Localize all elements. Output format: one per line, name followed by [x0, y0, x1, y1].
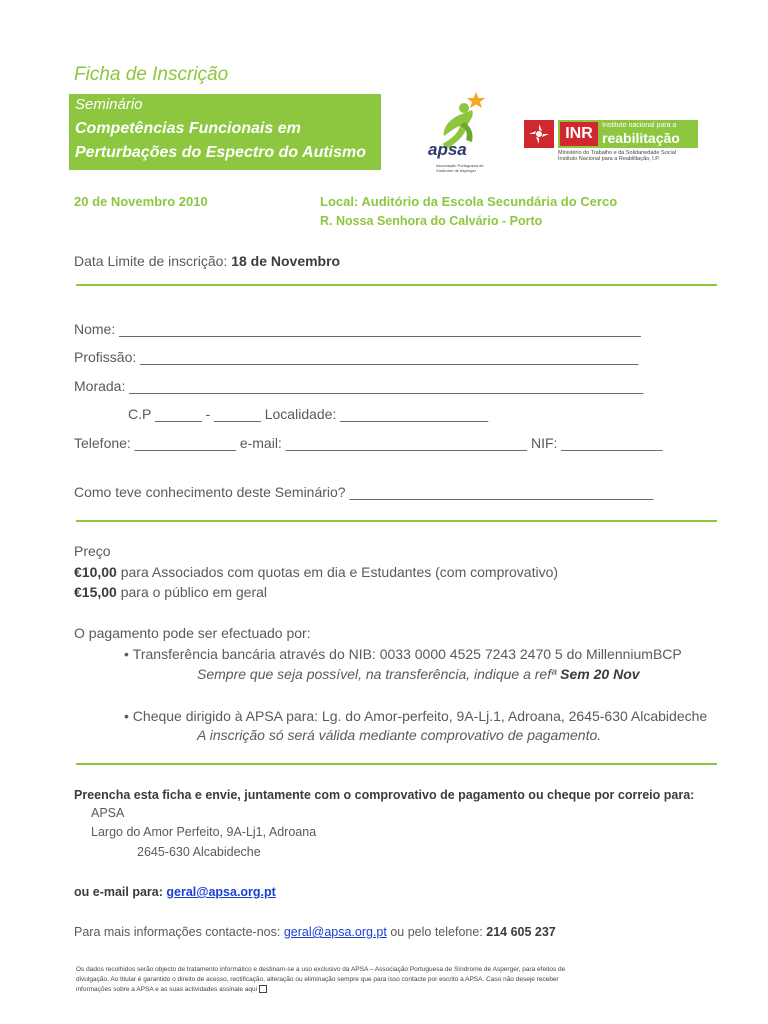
apsa-logo	[420, 88, 502, 180]
apsa-logo-subtitle: Associação Portuguesa de Síndrome de Asperger	[436, 163, 484, 173]
transfer-note-text: Sempre que seja possível, na transferência, indique a refª	[197, 666, 561, 682]
footer-line-1: Os dados recolhidos serão objecto de tratamento informático e destinam-se a uso exclusivo da APSA – Associação Portuguesa de Síndrome de Asperger, para efeitos de	[76, 966, 566, 973]
payment-heading: O pagamento pode ser efectuado por:	[74, 625, 311, 641]
inr-ministry: Ministério do Trabalho e da Solidariedade Social	[558, 150, 677, 156]
send-instruction: Preencha esta ficha e envie, juntamente com o comprovativo de pagamento ou cheque por correio para:	[74, 788, 695, 802]
bullet-icon: •	[124, 646, 133, 662]
event-location: Local: Auditório da Escola Secundária do Cerco	[320, 194, 618, 209]
footer-line-3	[76, 985, 267, 995]
optout-checkbox[interactable]	[259, 985, 267, 993]
inr-name: reabilitação	[602, 130, 680, 146]
price-amount-public: €15,00	[74, 584, 117, 600]
payment-bullet-cheque	[124, 708, 707, 724]
send-address-street: Largo do Amor Perfeito, 9A-Lj1, Adroana	[91, 825, 317, 839]
banner-line-2: Competências Funcionais em	[75, 120, 301, 137]
morada-field[interactable]: Morada: __________________________________________________________________	[74, 378, 644, 394]
banner-line-3: Perturbações do Espectro do Autismo	[75, 144, 367, 161]
contact-info	[74, 925, 556, 939]
divider	[76, 284, 717, 286]
contact-label: Para mais informações contacte-nos:	[74, 925, 284, 939]
banner-line-1: Seminário	[75, 96, 143, 113]
price-line-public	[74, 584, 267, 600]
price-heading: Preço	[74, 543, 111, 559]
inr-institute: Instituto Nacional para a Reabilitação, I.P.	[558, 156, 660, 162]
deadline-label: Data Limite de inscrição:	[74, 253, 232, 269]
nome-field[interactable]: Nome: ___________________________________________________________________	[74, 321, 641, 337]
send-email-link[interactable]: geral@apsa.org.pt	[166, 885, 276, 899]
page-title: Ficha de Inscrição	[74, 64, 229, 85]
transfer-note	[197, 666, 640, 682]
cp-localidade-field[interactable]: C.P ______ - ______ Localidade: ___________________	[128, 406, 489, 422]
conhecimento-field[interactable]: Como teve conhecimento deste Seminário? _______________________________________	[74, 484, 654, 500]
footer-line-2: divulgação. Ao titular é garantido o direito de acesso, rectificação, alteração ou eliminação sempre que para isso contacte por escrito a APSA. Caso não deseje receber	[76, 976, 559, 983]
event-address: R. Nossa Senhora do Calvário - Porto	[320, 214, 543, 228]
inr-emblem	[524, 120, 554, 148]
transfer-text: Transferência bancária através do NIB: 0033 0000 4525 7243 2470 5 do MillenniumBCP	[132, 646, 682, 662]
divider	[76, 520, 717, 522]
contact-email-link[interactable]: geral@apsa.org.pt	[283, 925, 387, 939]
cheque-note: A inscrição só será válida mediante comprovativo de pagamento.	[197, 727, 602, 743]
inr-badge	[558, 120, 698, 148]
send-address-postal: 2645-630 Alcabideche	[137, 845, 261, 859]
contact-phone: 214 605 237	[486, 925, 556, 939]
cheque-text: Cheque dirigido à APSA para: Lg. do Amor-perfeito, 9A-Lj.1, Adroana, 2645-630 Alcabideche	[132, 708, 708, 724]
send-email-label: ou e-mail para:	[74, 885, 167, 899]
inr-tagline: Instituto nacional para a	[602, 122, 677, 129]
price-amount-associates: €10,00	[74, 564, 117, 580]
inr-mark: INR	[560, 122, 598, 146]
divider	[76, 763, 717, 765]
inr-logo	[524, 118, 702, 164]
telefone-email-nif-field[interactable]: Telefone: _____________ e-mail: _______________________________ NIF: _____________	[74, 435, 663, 451]
bullet-icon: •	[124, 708, 133, 724]
apsa-logo-text: apsa	[428, 140, 467, 159]
event-date: 20 de Novembro 2010	[74, 194, 208, 209]
price-desc-public: para o público em geral	[116, 584, 268, 600]
transfer-reference: Sem 20 Nov	[560, 666, 640, 682]
deadline-value: 18 de Novembro	[231, 253, 341, 269]
send-address-name: APSA	[91, 806, 125, 820]
deadline	[74, 253, 340, 269]
send-email	[74, 885, 276, 899]
inr-emblem-icon	[524, 120, 554, 148]
payment-bullet-transfer	[124, 646, 682, 662]
profissao-field[interactable]: Profissão: ________________________________________________________________	[74, 349, 639, 365]
price-desc-associates: para Associados com quotas em dia e Estudantes (com comprovativo)	[116, 564, 559, 580]
seminar-banner	[69, 94, 381, 170]
contact-phone-label: ou pelo telefone:	[386, 925, 487, 939]
footer-optout-text: informações sobre a APSA e as suas actividades assinale aqui	[76, 986, 258, 993]
price-line-associates	[74, 564, 558, 580]
